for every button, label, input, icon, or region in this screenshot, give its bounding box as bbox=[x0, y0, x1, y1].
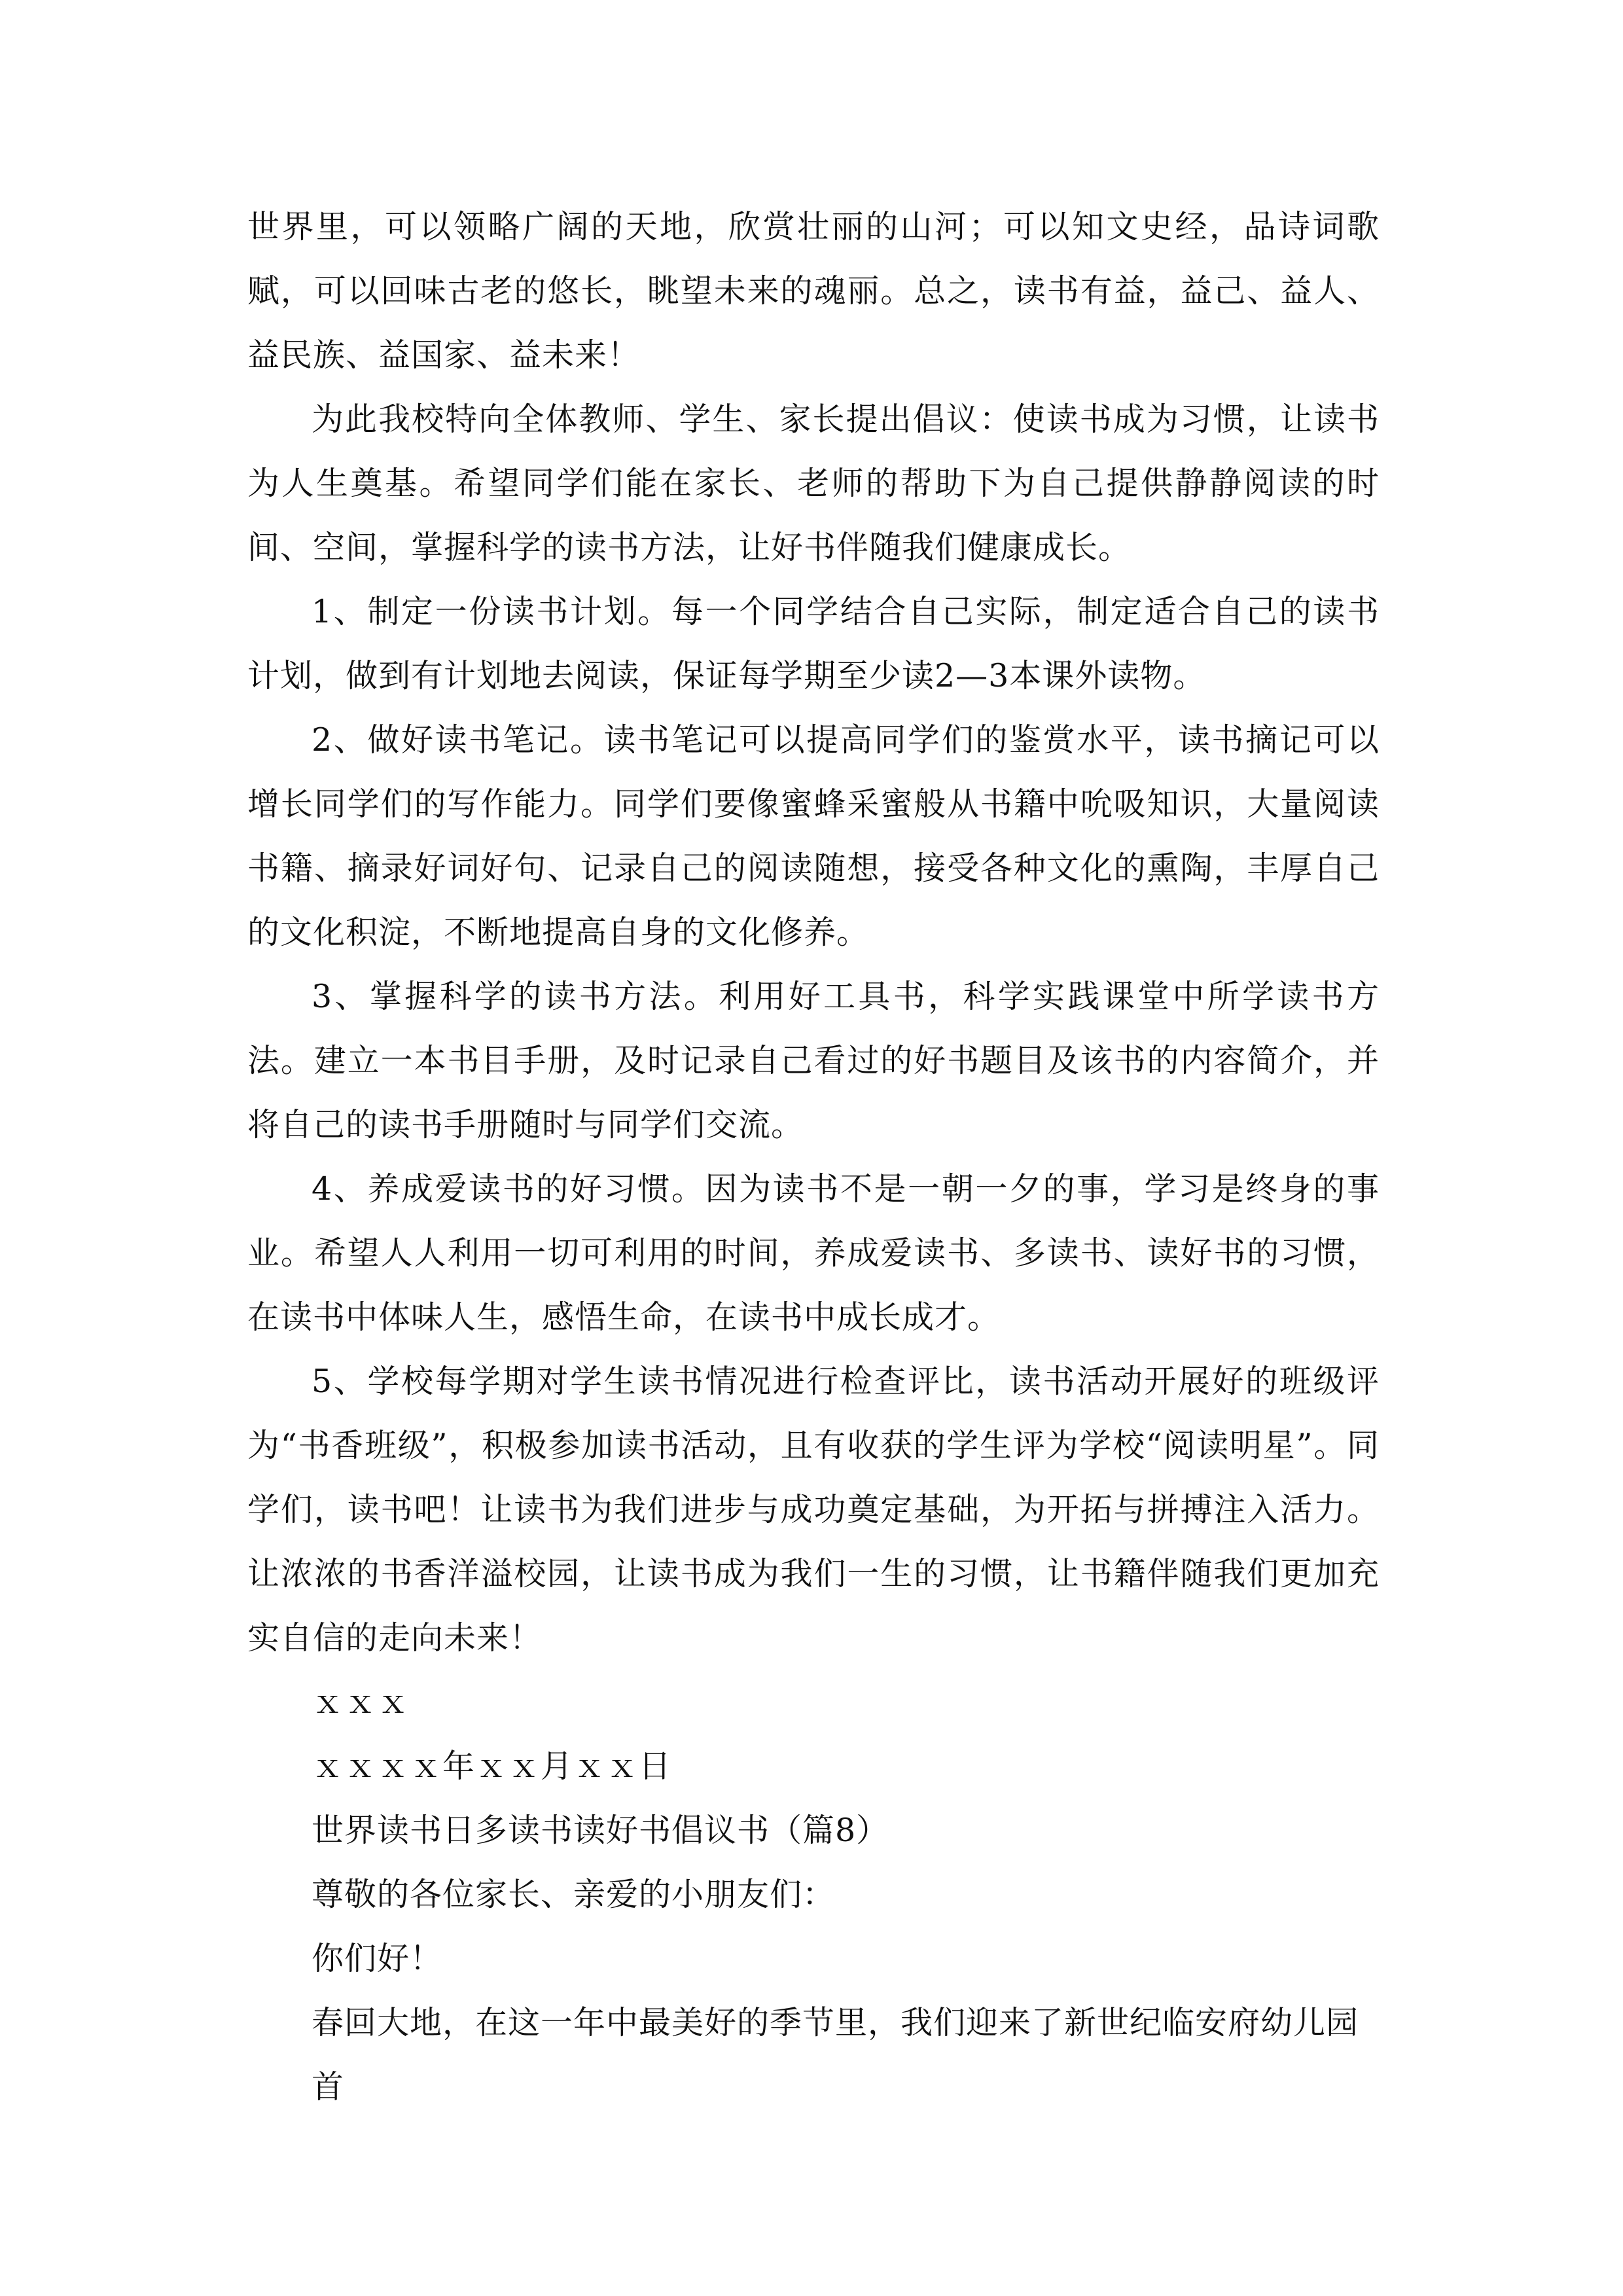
next-article-title: 世界读书日多读书读好书倡议书（篇8） bbox=[312, 1812, 889, 1849]
paragraph-item-5: 5、学校每学期对学生读书情况进行检查评比，读书活动开展好的班级评为“书香班级”，积极参加读书活动，且有收获的学生评为学校“阅读明星”。同学们，读书吧！让读书为我们进步与成功奠定基础，为开拓与拼搏注入活力。让浓浓的书香洋溢校园，让读书成为我们一生的习惯，让书籍伴随我们更加充实自信的走向未来！ bbox=[247, 1363, 1380, 1657]
paragraph-reading-benefits: 世界里，可以领略广阔的天地，欣赏壮丽的山河；可以知文史经，品诗词歌赋，可以回味古老的悠长，眺望未来的魂丽。总之，读书有益，益己、益人、益民族、益国家、益未来！ bbox=[247, 208, 1380, 374]
last-line: 春回大地，在这一年中最美好的季节里，我们迎来了新世纪临安府幼儿园首 bbox=[312, 2004, 1359, 2106]
paragraph-proposal-intro: 为此我校特向全体教师、学生、家长提出倡议：使读书成为习惯，让读书为人生奠基。希望同学们能在家长、老师的帮助下为自己提供静静阅读的时间、空间，掌握科学的读书方法，让好书伴随我们健康成长。 bbox=[247, 401, 1380, 566]
date-line: ｘｘｘｘ年ｘｘ月ｘｘ日 bbox=[312, 1748, 672, 1785]
paragraph-item-1: 1、制定一份读书计划。每一个同学结合自己实际，制定适合自己的读书计划，做到有计划地去阅读，保证每学期至少读2—3本课外读物。 bbox=[247, 593, 1380, 694]
paragraph-item-2: 2、做好读书笔记。读书笔记可以提高同学们的鉴赏水平，读书摘记可以增长同学们的写作能力。同学们要像蜜蜂采蜜般从书籍中吮吸知识，大量阅读书籍、摘录好词好句、记录自己的阅读随想，接受各种文化的熏陶，丰厚自己的文化积淀，不断地提高自身的文化修养。 bbox=[247, 721, 1380, 951]
document-body bbox=[247, 195, 1380, 2119]
paragraph-item-4: 4、养成爱读书的好习惯。因为读书不是一朝一夕的事，学习是终身的事业。希望人人利用一切可利用的时间，养成爱读书、多读书、读好书的习惯，在读书中体味人生，感悟生命，在读书中成长成才。 bbox=[247, 1170, 1380, 1336]
hello-line: 你们好！ bbox=[312, 1940, 443, 1977]
greeting: 尊敬的各位家长、亲爱的小朋友们： bbox=[312, 1876, 836, 1913]
signature: ｘｘｘ bbox=[312, 1683, 410, 1721]
paragraph-item-3: 3、掌握科学的读书方法。利用好工具书，科学实践课堂中所学读书方法。建立一本书目手册，及时记录自己看过的好书题目及该书的内容简介，并将自己的读书手册随时与同学们交流。 bbox=[247, 978, 1380, 1143]
